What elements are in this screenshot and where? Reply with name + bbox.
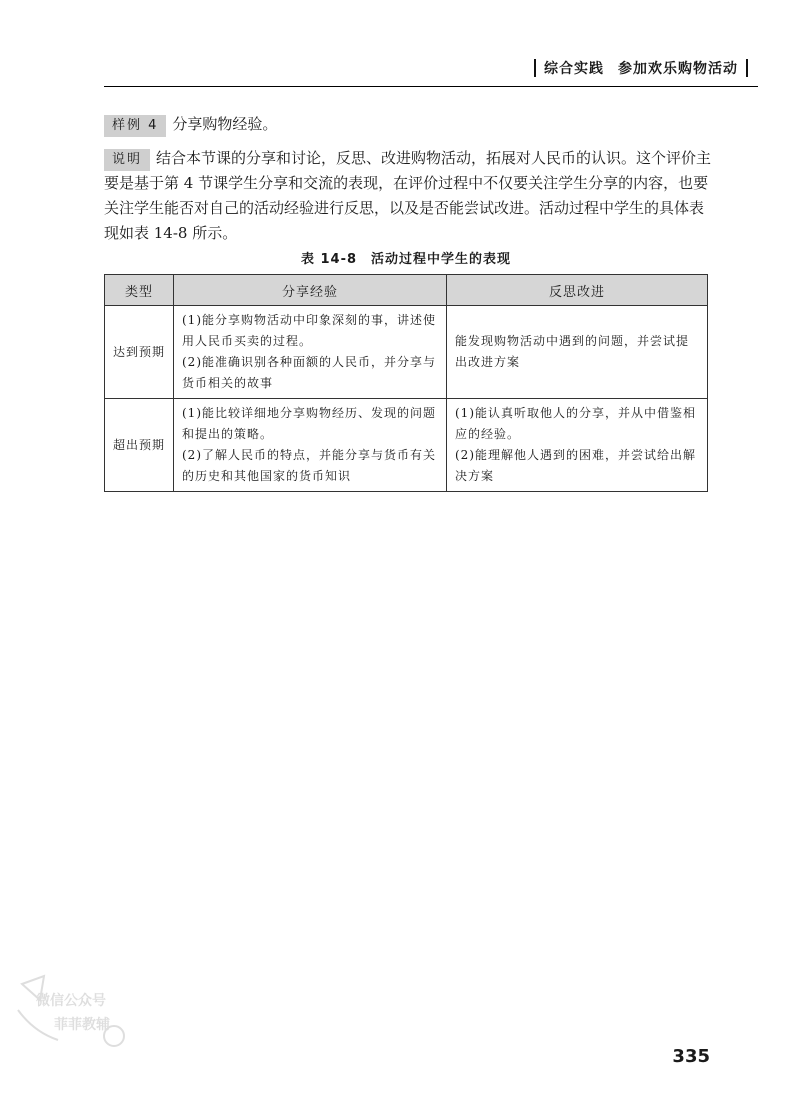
page-number: 335	[672, 1046, 710, 1067]
description-tag: 说明	[104, 149, 150, 171]
watermark-logo-icon	[14, 970, 134, 1050]
row-type: 达到预期	[105, 306, 174, 399]
header-bar-left	[534, 59, 536, 77]
row-share	[174, 306, 447, 399]
table-row	[105, 306, 708, 399]
sample-line	[104, 112, 714, 137]
table-row	[105, 399, 708, 492]
description-paragraph	[104, 146, 714, 246]
row-type: 超出预期	[105, 399, 174, 492]
header-rule	[104, 86, 758, 87]
evaluation-table	[104, 274, 708, 492]
row-reflect	[447, 306, 708, 399]
header-bar-right	[746, 59, 748, 77]
row-reflect	[447, 399, 708, 492]
reflect-item: (1)能认真听取他人的分享，并从中借鉴相应的经验。	[455, 406, 696, 441]
header-section: 综合实践	[544, 61, 604, 77]
description-text: 结合本节课的分享和讨论，反思、改进购物活动，拓展对人民币的认识。这个评价主要是基于第 4 节课学生分享和交流的表现，在评价过程中不仅要关注学生分享的内容，也要关注学生能否对自己的活动经验进行反思，以及是否能尝试改进。活动过程中学生的具体表现如表 14-8 所示。	[104, 149, 712, 242]
share-item: (2)能准确识别各种面额的人民币，并分享与货币相关的故事	[182, 355, 436, 390]
row-share	[174, 399, 447, 492]
header-title: 参加欢乐购物活动	[618, 61, 738, 77]
header-reflect: 反思改进	[447, 275, 708, 306]
header-share: 分享经验	[174, 275, 447, 306]
sample-text: 分享购物经验。	[172, 115, 278, 133]
running-header	[526, 58, 756, 78]
table-header-row	[105, 275, 708, 306]
sample-tag: 样例 4	[104, 115, 166, 137]
share-item: (1)能分享购物活动中印象深刻的事，讲述使用人民币买卖的过程。	[182, 313, 436, 348]
watermark-line2: 菲菲教辅	[54, 1017, 110, 1033]
reflect-item: 能发现购物活动中遇到的问题，并尝试提出改进方案	[455, 334, 690, 369]
table-title: 表 14-8 活动过程中学生的表现	[300, 252, 512, 267]
watermark	[14, 970, 134, 1050]
reflect-item: (2)能理解他人遇到的困难，并尝试给出解决方案	[455, 448, 696, 483]
share-item: (2)了解人民币的特点，并能分享与货币有关的历史和其他国家的货币知识	[182, 448, 436, 483]
watermark-line1: 微信公众号	[36, 993, 106, 1009]
share-item: (1)能比较详细地分享购物经历、发现的问题和提出的策略。	[182, 406, 436, 441]
header-type: 类型	[105, 275, 174, 306]
